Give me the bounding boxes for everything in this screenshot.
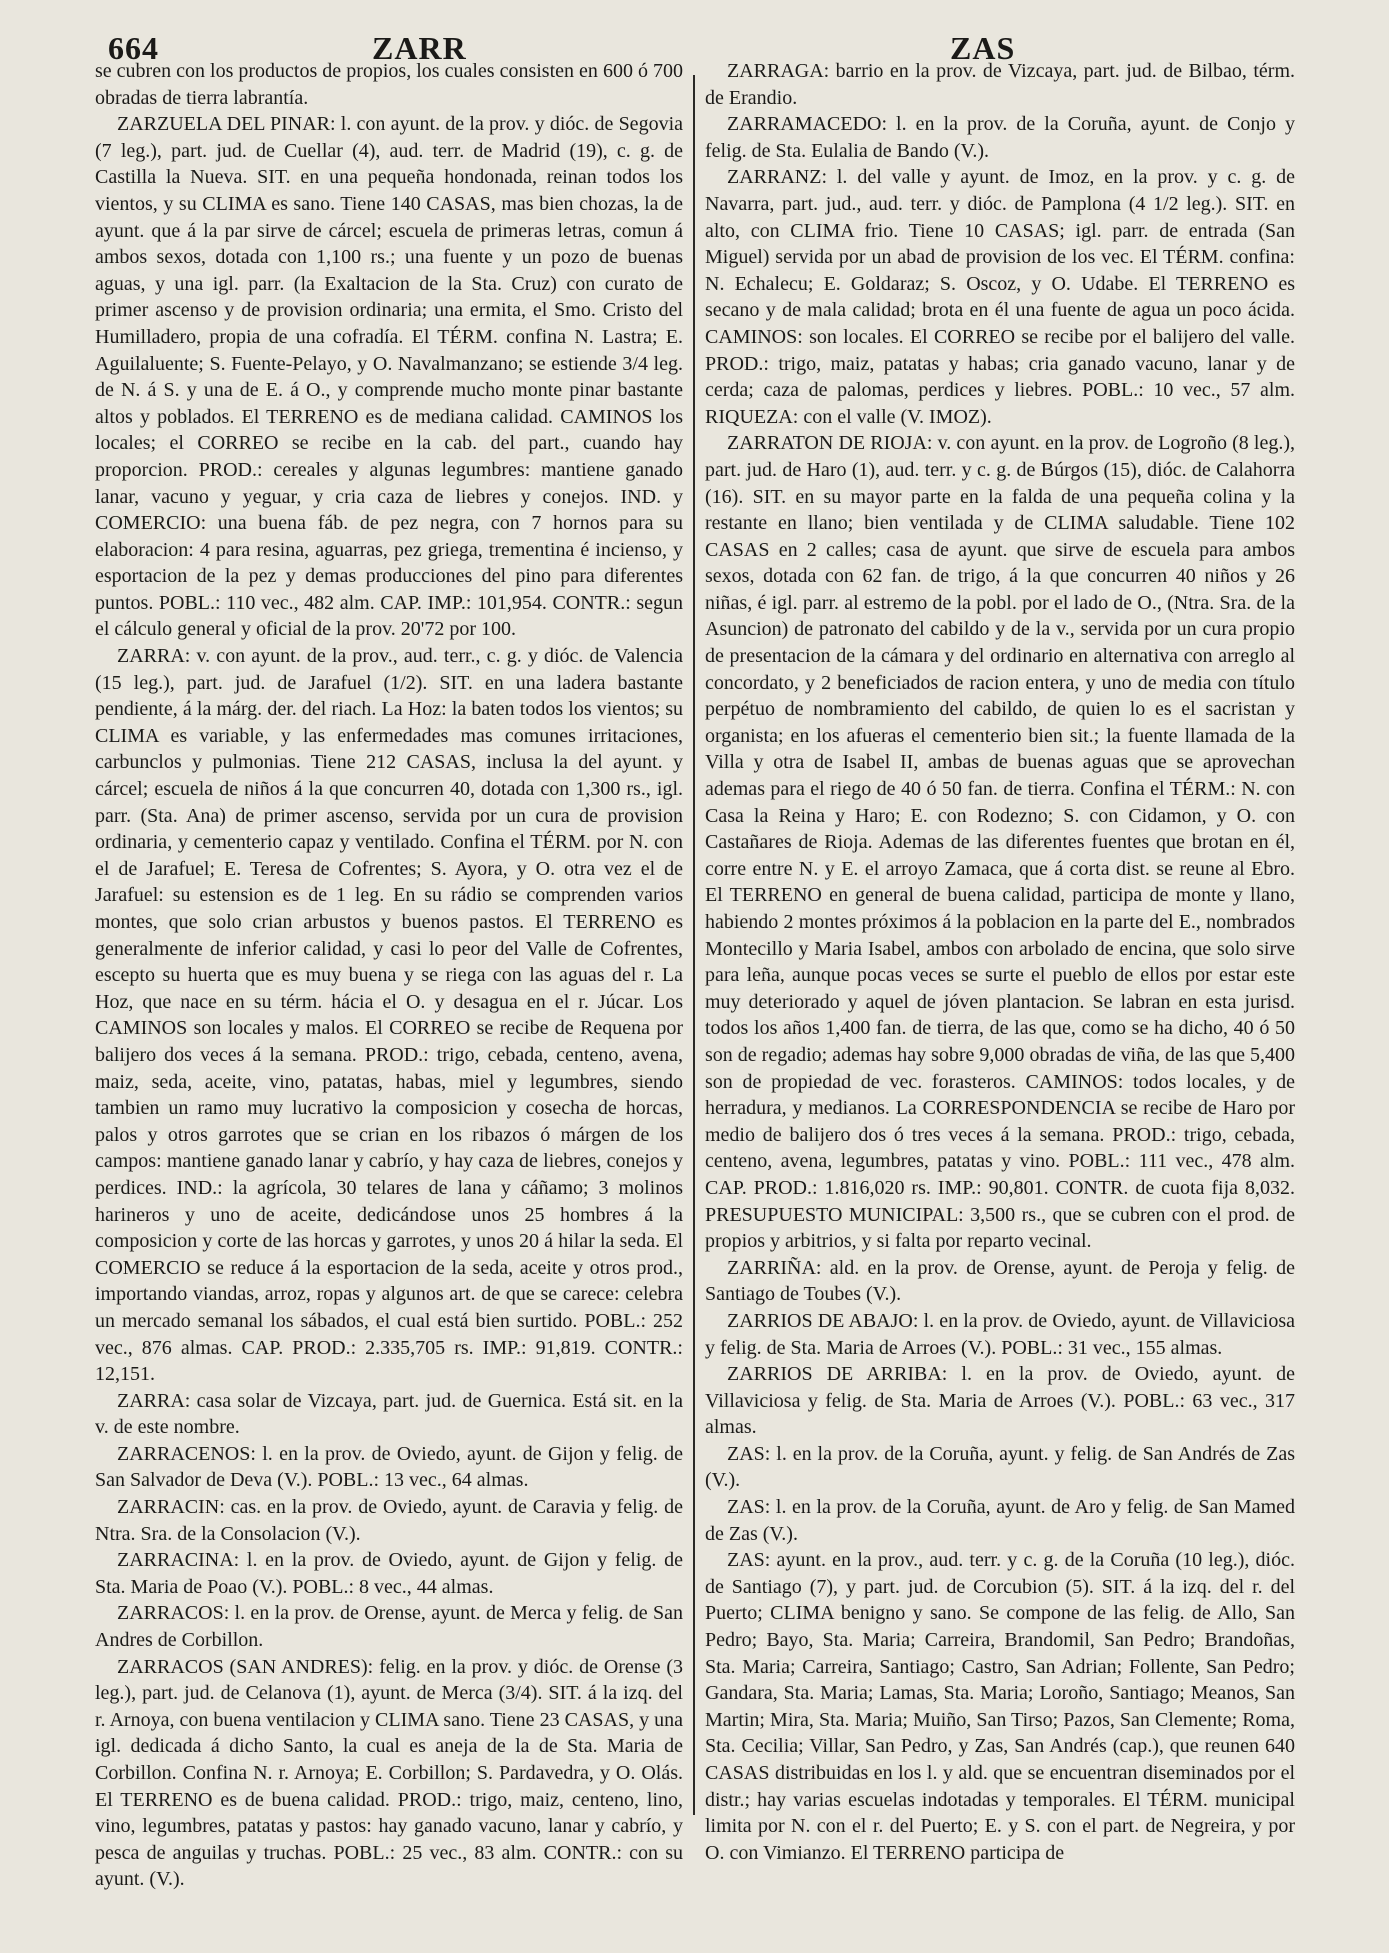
- right-running-head: ZAS: [950, 30, 1016, 66]
- right-column: [705, 58, 1295, 1866]
- entry-paragraph: ZARRAGA: barrio en la prov. de Vizcaya, part. jud. de Bilbao, térm. de Erandio.: [705, 60, 1295, 109]
- entry-paragraph: ZAS: l. en la prov. de la Coruña, ayunt. y felig. de San Andrés de Zas (V.).: [705, 1442, 1295, 1492]
- entry-paragraph: ZAS: ayunt. en la prov., aud. terr. y c. g. de la Coruña (10 leg.), dióc. de Santiago (7), y part. jud. de Corcubion (5). SIT. á la izq. del r. del Puerto; CLIMA benigno y sano. Se compone de las felig. de Allo, San Pedro; Bayo, Sta. Maria; Carreira, Brandomil, San Pedro; Brandoñas, Sta. Maria; Carreira, Santiago; Castro, San Adrian; Follente, San Pedro; Gandara, Sta. Maria; Lamas, Sta. Maria; Loroño, Santiago; Meanos, San Martin; Mira, Sta. Maria; Muiño, San Tirso; Pazos, San Clemente; Roma, Sta. Cecilia; Villar, San Pedro, y Zas, San Andrés (cap.), que reunen 640 CASAS distribuidas en los l. y ald. que se encuentran diseminados por el distr.; hay varias escuelas indotadas y temporales. El TÉRM. municipal limita por N. con el r. del Puerto; E. y S. con el part. de Negreira, y por O. con Vimianzo. El TERRENO participa de: [705, 1549, 1295, 1864]
- entry-paragraph: ZARZUELA DEL PINAR: l. con ayunt. de la prov. y dióc. de Segovia (7 leg.), part. jud. de Cuellar (4), aud. terr. de Madrid (19), c. g. de Castilla la Nueva. SIT. en una pequeña hondonada, reinan todos los vientos, y su CLIMA es sano. Tiene 140 CASAS, mas bien chozas, la de ayunt. que á la par sirve de cárcel; escuela de primeras letras, comun á ambos sexos, dotada con 1,100 rs.; una fuente y un pozo de buenas aguas, y una igl. parr. (la Exaltacion de la Sta. Cruz) con curato de primer ascenso y de provision ordinaria; una ermita, el Smo. Cristo del Humilladero, propia de una cofradía. El TÉRM. confina N. Lastra; E. Aguilaluente; S. Fuente-Pelayo, y O. Navalmanzano; se estiende 3/4 leg. de N. á S. y una de E. á O., y comprende mucho monte pinar bastante altos y poblados. El TERRENO es de mediana calidad. CAMINOS los locales; el CORREO se recibe en la cab. del part., cuando hay proporcion. PROD.: cereales y algunas legumbres: mantiene ganado lanar, vacuno y yeguar, y cria caza de liebres y conejos. IND. y COMERCIO: una buena fáb. de pez negra, con 7 hornos para su elaboracion: 4 para resina, aguarras, pez griega, trementina é incienso, y esportacion de la pez y demas producciones del pino para diferentes puntos. POBL.: 110 vec., 482 alm. CAP. IMP.: 101,954. CONTR.: segun el cálculo general y oficial de la prov. 20'72 por 100.: [95, 113, 683, 641]
- entry-paragraph: ZARRATON DE RIOJA: v. con ayunt. en la prov. de Logroño (8 leg.), part. jud. de Haro (1), aud. terr. y c. g. de Búrgos (15), dióc. de Calahorra (16). SIT. en su mayor parte en la falda de una pequeña colina y la restante en llano; bien ventilada y de CLIMA saludable. Tiene 102 CASAS en 2 calles; casa de ayunt. que sirve de escuela para ambos sexos, dotada con 62 fan. de trigo, á la que concurren 40 niños y 26 niñas, é igl. parr. al estremo de la pobl. por el lado de O., (Ntra. Sra. de la Asuncion) de patronato del cabildo y de la v., servida por un cura propio de presentacion de la cámara y del ordinario en alternativa con arreglo al concordato, y 2 beneficiados de racion entera, y uno de media con título perpétuo de nombramiento del cabildo, de quien lo es el sacristan y organista; en los afueras el cementerio bien sit.; la fuente llamada de la Villa y otra de Isabel II, ambas de buenas aguas que se aprovechan ademas para el riego de 40 ó 50 fan. de tierra. Confina el TÉRM.: N. con Casa la Reina y Haro; E. con Rodezno; S. con Cidamon, y O. con Castañares de Rioja. Ademas de las diferentes fuentes que brotan en él, corre entre N. y E. el arroyo Zamaca, que á corta dist. se reune al Ebro. El TERRENO en general de buena calidad, participa de monte y llano, habiendo 2 montes próximos á la poblacion en la parte del E., nombrados Montecillo y Maria Isabel, ambos con arbolado de encina, que solo sirve para leña, aunque pocas veces se surte el pueblo de ellos por estar este muy deteriorado y aquel de jóven plantacion. Se labran en esta jurisd. todos los años 1,400 fan. de tierra, de las que, como se ha dicho, 40 ó 50 son de regadio; ademas hay sobre 9,000 obradas de viña, de las que 5,400 son de propiedad de vec. forasteros. CAMINOS: todos locales, y de herradura, y medianos. La CORRESPONDENCIA se recibe de Haro por medio de balijero dos ó tres veces á la semana. PROD.: trigo, cebada, centeno, avena, legumbres, patatas y vino. POBL.: 111 vec., 478 alm. CAP. PROD.: 1.816,020 rs. IMP.: 90,801. CONTR. de cuota fija 8,032. PRESUPUESTO MUNICIPAL: 3,500 rs., que se cubren con el prod. de propios y arbitrios, y si falta por reparto vecinal.: [705, 432, 1295, 1253]
- page-number: 664: [108, 30, 159, 66]
- entry-paragraph: ZARRACOS (SAN ANDRES): felig. en la prov. y dióc. de Orense (3 leg.), part. jud. de Celanova (1), ayunt. de Merca (3/4). SIT. á la izq. del r. Arnoya, con buena ventilacion y CLIMA sano. Tiene 23 CASAS, y una igl. dedicada á dicho Santo, la cual es aneja de la de Sta. Maria de Corbillon. Confina N. r. Arnoya; E. Corbillon; S. Pardavedra, y O. Olás. El TERRENO es de buena calidad. PROD.: trigo, maiz, centeno, lino, vino, legumbres, patatas y pastos: hay ganado vacuno, lanar y cabrío, y pesca de anguilas y truchas. POBL.: 25 vec., 83 alm. CONTR.: con su ayunt. (V.).: [95, 1655, 683, 1891]
- entry-paragraph: ZARRACOS: l. en la prov. de Orense, ayunt. de Merca y felig. de San Andres de Corbillon.: [95, 1602, 683, 1652]
- entry-paragraph: ZARRANZ: l. del valle y ayunt. de Imoz, en la prov. y c. g. de Navarra, part. jud., aud. terr. y dióc. de Pamplona (4 1/2 leg.). SIT. en alto, con CLIMA frio. Tiene 10 CASAS; igl. parr. de entrada (San Miguel) servida por un abad de provision de los vec. El TÉRM. confina: N. Echalecu; E. Goldaraz; S. Oscoz, y O. Udabe. El TERRENO es secano y de mala calidad; brota en él una fuente de agua un poco ácida. CAMINOS: son locales. El CORREO se recibe por el balijero del valle. PROD.: trigo, maiz, patatas y habas; cria ganado vacuno, lanar y de cerda; caza de palomas, perdices y liebres. POBL.: 10 vec., 57 alm. RIQUEZA: con el valle (V. IMOZ).: [705, 166, 1295, 428]
- entry-paragraph: ZARRACENOS: l. en la prov. de Oviedo, ayunt. de Gijon y felig. de San Salvador de Deva (V.). POBL.: 13 vec., 64 almas.: [95, 1442, 683, 1492]
- entry-paragraph: ZARRA: casa solar de Vizcaya, part. jud. de Guernica. Está sit. en la v. de este nombre.: [95, 1389, 683, 1439]
- entry-paragraph: ZARRACIN: cas. en la prov. de Oviedo, ayunt. de Caravia y felig. de Ntra. Sra. de la Consolacion (V.).: [95, 1496, 683, 1545]
- entry-paragraph: ZAS: l. en la prov. de la Coruña, ayunt. de Aro y felig. de San Mamed de Zas (V.).: [705, 1496, 1295, 1545]
- entry-paragraph: ZARRAMACEDO: l. en la prov. de la Coruña, ayunt. de Conjo y felig. de Sta. Eulalia de Bando (V.).: [705, 113, 1295, 162]
- entry-paragraph: ZARRIOS DE ARRIBA: l. en la prov. de Oviedo, ayunt. de Villaviciosa y felig. de Sta. Maria de Arroes (V.). POBL.: 63 vec., 317 almas.: [705, 1363, 1295, 1439]
- entry-paragraph: ZARRACINA: l. en la prov. de Oviedo, ayunt. de Gijon y felig. de Sta. Maria de Poao (V.). POBL.: 8 vec., 44 almas.: [95, 1549, 683, 1598]
- entry-paragraph: ZARRA: v. con ayunt. de la prov., aud. terr., c. g. y dióc. de Valencia (15 leg.), part. jud. de Jarafuel (1/2). SIT. en una ladera bastante pendiente, á la márg. der. del riach. La Hoz: la baten todos los vientos; su CLIMA es variable, y las enfermedades mas comunes irritaciones, carbunclos y pulmonias. Tiene 212 CASAS, inclusa la del ayunt. y cárcel; escuela de niños á la que concurren 40, dotada con 1,300 rs., igl. parr. (Sta. Ana) de primer ascenso, servida por un cura de provision ordinaria, y cementerio capaz y ventilado. Confina el TÉRM. por N. con el de Jarafuel; E. Teresa de Cofrentes; S. Ayora, y O. otra vez el de Jarafuel: su estension es de 1 leg. En su rádio se comprenden varios montes, que solo crian arbustos y buenos pastos. El TERRENO es generalmente de inferior calidad, y casi lo peor del Valle de Cofrentes, escepto su huerta que es muy buena y se riega con las aguas del r. La Hoz, que nace en su térm. hácia el O. y desagua en el r. Júcar. Los CAMINOS son locales y malos. El CORREO se recibe de Requena por balijero dos veces á la semana. PROD.: trigo, cebada, centeno, avena, maiz, seda, aceite, vino, patatas, habas, miel y legumbres, siendo tambien un ramo muy lucrativo la composicion y cosecha de horcas, palos y otros garrotes que se crian en los ribazos ó márgen de los campos: mantiene ganado lanar y cabrío, y hay caza de liebres, conejos y perdices. IND.: la agrícola, 30 telares de lana y cáñamo; 3 molinos harineros y uno de aceite, dedicándose unos 25 hombres á la composicion y corte de las horcas y garrotes, y unos 20 á hilar la seda. El COMERCIO se reduce á la esportacion de la seda, aceite y otros prod., importando viandas, arroz, ropas y algunos art. de que se carece: celebra un mercado semanal los sábados, el cual está bien surtido. POBL.: 252 vec., 876 almas. CAP. PROD.: 2.335,705 rs. IMP.: 91,819. CONTR.: 12,151.: [95, 645, 683, 1386]
- left-column: [95, 58, 683, 1893]
- column-divider: [693, 75, 695, 1815]
- entry-paragraph: se cubren con los productos de propios, los cuales consisten en 600 ó 700 obradas de tierra labrantía.: [95, 60, 683, 109]
- entry-paragraph: ZARRIÑA: ald. en la prov. de Orense, ayunt. de Peroja y felig. de Santiago de Toubes (V.).: [705, 1256, 1295, 1306]
- entry-paragraph: ZARRIOS DE ABAJO: l. en la prov. de Oviedo, ayunt. de Villaviciosa y felig. de Sta. Maria de Arroes (V.). POBL.: 31 vec., 155 almas.: [705, 1309, 1295, 1359]
- left-running-head: ZARR: [372, 30, 467, 66]
